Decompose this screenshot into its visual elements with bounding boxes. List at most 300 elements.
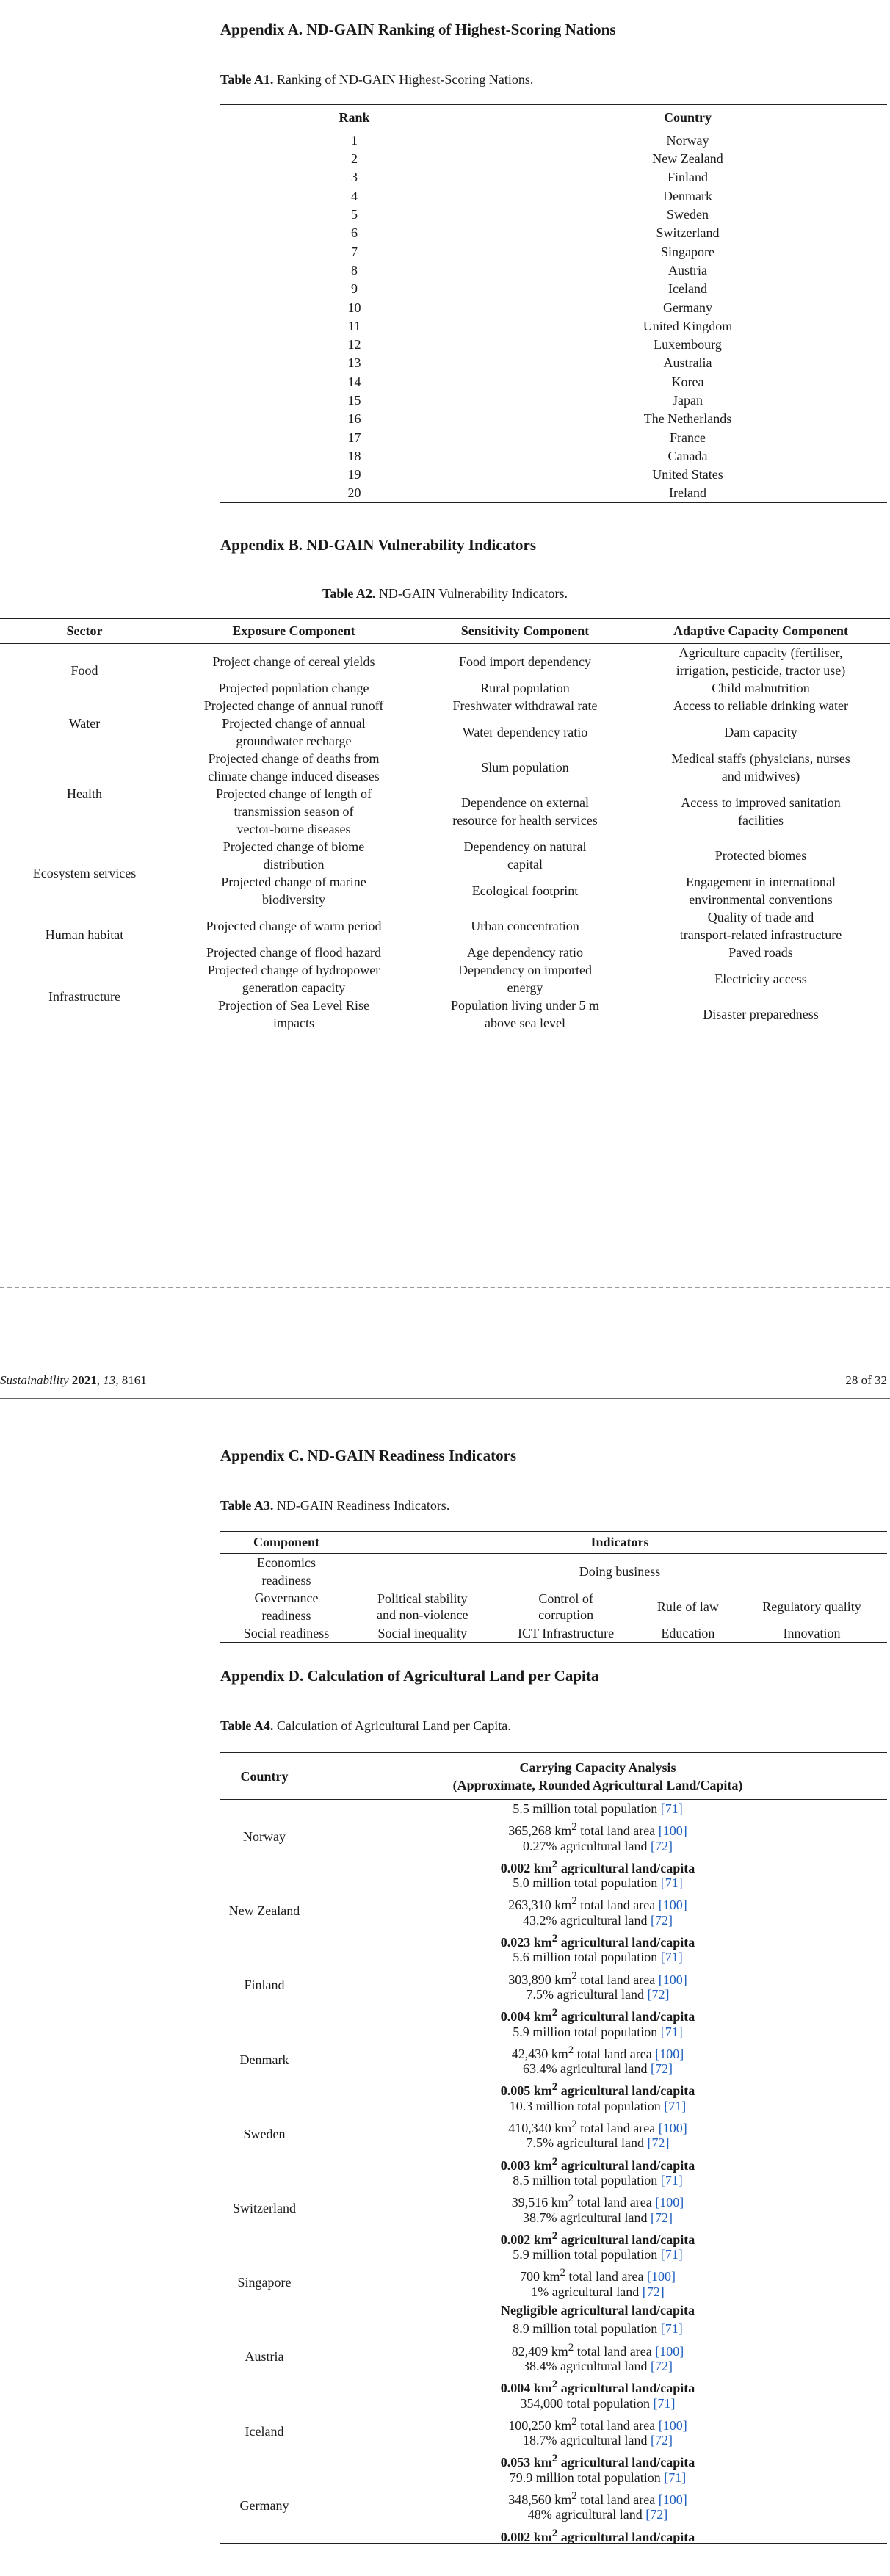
land-area-line [308,2264,887,2282]
column-header-line-2: (Approximate, Rounded Agricultural Land/Capita) [452,1777,743,1792]
cell-text-line: vector-borne diseases [236,822,351,836]
cell-text-line: Projected change of deaths from [208,751,380,766]
citation-link: [100] [655,2195,684,2210]
table-row [0,697,890,714]
result-value: 0.004 [500,2381,531,2396]
country-cell: France [670,430,706,445]
land-area-suffix: total land area [580,1897,656,1913]
citation-link: [100] [658,2417,687,2433]
land-area-value: 100,250 [508,2417,551,2433]
result-line [308,1856,887,1874]
land-area-line [308,1967,887,1986]
agricultural-text: 7.5% agricultural land [526,1986,644,2002]
superscript-2: 2 [571,1895,577,1908]
component-line: Social readiness [243,1626,330,1640]
citation-link: [71] [664,2098,687,2113]
table-row [220,484,887,503]
component-line: readiness [261,1573,311,1588]
unit-text: km [533,2083,552,2099]
result-value: 0.023 [500,1935,531,1950]
country-cell: Switzerland [656,225,720,241]
component-line: Governance [254,1591,319,1605]
country-cell: Sweden [667,207,709,222]
adaptive-capacity-cell [632,679,890,697]
land-area-suffix: total land area [576,2195,652,2210]
table-row [0,908,890,944]
cell-text-line: Child malnutrition [712,681,810,695]
agricultural-line [308,2283,887,2301]
table-row [220,2023,887,2097]
land-area-suffix: total land area [568,2269,644,2284]
result-suffix: agricultural land/capita [560,2009,695,2025]
superscript-2: 2 [551,2007,558,2019]
table-a3-label: Table A3. [220,1498,274,1513]
adaptive-capacity-cell [632,944,890,961]
unit-text: km [554,2417,572,2433]
result-line [308,2153,887,2171]
table-a1 [220,104,887,503]
indicator-text: Rule of law [656,1599,719,1614]
superscript-2: 2 [560,2267,566,2279]
country-cell: Canada [668,448,708,463]
agricultural-text: 7.5% agricultural land [526,2135,644,2151]
sector-cell: Human habitat [45,927,124,942]
component-cell [220,1589,352,1624]
superscript-2: 2 [568,2341,574,2354]
agricultural-line [308,1911,887,1930]
result-suffix: agricultural land/capita [560,2232,695,2247]
table-row [220,336,887,354]
result-suffix: agricultural land/capita [560,2455,695,2470]
citation-link: [71] [660,2321,683,2337]
citation-link: [100] [646,2269,676,2284]
country-cell: Norway [666,133,709,148]
agricultural-text: 18.7% agricultural land [523,2433,648,2448]
land-area-suffix: total land area [576,2343,652,2359]
cell-text-line: Dam capacity [724,725,797,739]
column-header-rank: Rank [220,105,488,131]
table-a1-caption-text: Ranking of ND-GAIN Highest-Scoring Nations. [276,72,534,87]
table-row [220,410,887,428]
citation-link: [71] [660,2172,683,2188]
agricultural-line [308,2431,887,2450]
country-cell: United States [652,467,723,482]
column-header-carrying-capacity [308,1753,887,1800]
cell-text-line: Water dependency ratio [462,725,588,739]
agricultural-text: 43.2% agricultural land [523,1912,648,1928]
land-area-value: 39,516 [511,2195,549,2210]
land-area-value: 82,409 [511,2343,549,2359]
unit-text: km [551,2195,568,2210]
indicator-text: Innovation [783,1626,841,1640]
result-line [308,2450,887,2468]
result-text: Negligible agricultural land/capita [501,2303,695,2318]
country-cell: Iceland [668,281,707,297]
table-row [220,2320,887,2394]
adaptive-capacity-cell [632,996,890,1032]
country-cell: Japan [673,393,703,408]
rank-cell: 7 [351,244,358,259]
table-a3-caption-text: ND-GAIN Readiness Indicators. [276,1498,450,1513]
citation-link: [72] [645,2507,668,2522]
population-text: 5.0 million total population [513,1875,658,1891]
land-area-value: 42,430 [511,2046,549,2061]
rank-cell: 13 [347,355,361,371]
population-text: 5.5 million total population [513,1801,658,1816]
unit-text: km [554,2121,572,2136]
land-area-line [308,2339,887,2357]
superscript-2: 2 [551,2155,558,2168]
exposure-cell [169,873,419,908]
exposure-cell [169,697,419,714]
appendix-a-heading: Appendix A. ND-GAIN Ranking of Highest-Scoring Nations [220,21,616,38]
country-cell: Singapore [661,244,714,259]
cell-text-line: Dependency on imported [458,963,592,977]
cell-text-line: Age dependency ratio [467,945,583,960]
cell-text-line: climate change induced diseases [208,769,380,784]
country-cell: Austria [245,2349,284,2365]
citation-link: [71] [660,2024,683,2039]
agricultural-line [308,1986,887,2004]
population-line [308,1948,887,1967]
appendix-d-heading: Appendix D. Calculation of Agricultural Land per Capita [220,1667,599,1685]
table-row [220,187,887,206]
carrying-capacity-cell [308,2023,887,2097]
cell-text-line: environmental conventions [689,892,833,907]
table-row [220,354,887,372]
table-a1-label: Table A1. [220,72,274,87]
rank-cell: 14 [347,374,361,389]
agricultural-text: 48% agricultural land [527,2507,643,2522]
column-header-sensitivity: Sensitivity Component [419,619,632,644]
table-a4-label: Table A4. [220,1718,274,1733]
journal-volume: 13 [103,1373,116,1387]
table-row [220,1874,887,1948]
country-cell: Germany [239,2497,289,2513]
rank-cell: 17 [347,430,361,445]
cell-text-line: Projected change of annual runoff [203,698,384,713]
journal-year: 2021 [71,1373,97,1387]
table-row [220,428,887,446]
indicator-cell [352,1589,493,1624]
rank-cell: 5 [351,207,358,222]
land-area-line [308,2487,887,2506]
citation-link: [72] [650,2210,673,2225]
superscript-2: 2 [571,1821,577,1834]
rank-cell: 8 [351,262,358,278]
indicator-text: Regulatory quality [762,1599,861,1614]
country-cell: United Kingdom [643,318,733,333]
table-a4-caption [220,1718,511,1734]
superscript-2: 2 [571,2119,577,2131]
table-row [220,447,887,466]
indicator-cell [493,1624,640,1643]
cell-text-line: Slum population [481,760,569,775]
table-row [220,317,887,336]
agricultural-line [308,2060,887,2078]
population-text: 8.5 million total population [513,2172,658,2188]
population-text: 5.6 million total population [513,1950,658,1965]
carrying-capacity-cell [308,2469,887,2544]
country-cell: New Zealand [652,151,723,167]
rank-cell: 4 [351,188,358,203]
land-area-value: 365,268 [508,1823,551,1839]
population-text: 5.9 million total population [513,2247,658,2262]
land-area-value: 263,310 [508,1897,551,1913]
sensitivity-cell [419,697,632,714]
unit-text: km [554,1972,572,1987]
land-area-suffix: total land area [580,2417,656,2433]
indicator-cell [737,1624,887,1643]
unit-text: km [533,2157,552,2173]
cell-text-line: biodiversity [262,892,325,907]
page-number: 28 of 32 [845,1373,887,1387]
cell-text-line: Projected change of biome [222,839,365,854]
cell-text-line: Projected change of annual [222,716,366,731]
column-header-exposure: Exposure Component [169,619,419,644]
result-suffix: agricultural land/capita [560,2529,695,2544]
cell-text-line: Project change of cereal yields [212,654,375,669]
exposure-cell [169,908,419,944]
indicator-cell: Doing business [579,1564,661,1579]
sector-cell: Infrastructure [48,989,120,1004]
cell-text-line: resource for health services [452,813,598,828]
result-value: 0.005 [500,2083,531,2099]
carrying-capacity-cell [308,1948,887,2025]
citation-link: [100] [658,2492,687,2507]
cell-text-line: facilities [738,813,784,828]
result-line [308,2078,887,2099]
table-row [220,373,887,391]
sensitivity-cell [419,961,632,996]
sector-cell: Health [67,786,102,801]
result-line [308,2004,887,2025]
table-a2-label: Table A2. [322,586,376,601]
unit-text: km [533,2381,552,2396]
table-a2-body [0,644,890,1032]
table-row [220,2097,887,2171]
adaptive-capacity-cell [632,644,890,680]
cell-text-line: Projection of Sea Level Rise [218,998,369,1013]
cell-text-line: Projected change of warm period [206,919,382,933]
citation-link: [100] [658,1897,687,1913]
component-line: Economics [257,1555,316,1570]
citation-link: [71] [660,1875,683,1891]
table-row [220,131,887,151]
sensitivity-cell [419,944,632,961]
table-row [220,1624,887,1643]
citation-link: [100] [658,2121,687,2136]
agricultural-line [308,2209,887,2227]
land-area-line [308,1892,887,1911]
result-value: 0.002 [500,2529,531,2544]
result-suffix: agricultural land/capita [560,1860,695,1875]
exposure-cell [169,944,419,961]
result-line [308,2227,887,2246]
cell-text-line: Freshwater withdrawal rate [452,698,598,713]
superscript-2: 2 [551,2453,558,2465]
table-row [220,298,887,316]
rank-cell: 6 [351,225,358,241]
land-area-suffix: total land area [580,2121,656,2136]
table-row [220,1589,887,1624]
land-area-value: 348,560 [508,2492,551,2507]
page-separator [0,1287,890,1288]
cell-text-line: Food import dependency [459,654,591,669]
adaptive-capacity-cell [632,873,890,908]
cell-text-line: transport-related infrastructure [679,927,842,942]
sensitivity-cell [419,644,632,680]
component-line: readiness [261,1608,311,1623]
table-row [0,961,890,996]
citation-link: [71] [660,1801,683,1816]
carrying-capacity-cell [308,2395,887,2469]
unit-text: km [533,2455,552,2470]
sensitivity-cell [419,873,632,908]
table-a3-caption [220,1498,449,1513]
unit-text: km [533,2529,552,2544]
carrying-capacity-cell [308,1874,887,1948]
population-line [308,2395,887,2413]
header-rule [0,1398,890,1399]
rank-cell: 18 [347,448,361,463]
superscript-2: 2 [568,2193,574,2205]
cell-text-line: above sea level [485,1016,565,1030]
table-row [220,280,887,298]
sensitivity-cell [419,838,632,873]
country-cell: Finland [667,170,708,185]
adaptive-capacity-cell [632,750,890,785]
result-suffix: agricultural land/capita [560,2157,695,2173]
cell-text-line: Projected population change [218,681,369,695]
land-area-line [308,2116,887,2134]
cell-text-line: capital [507,857,543,872]
country-cell: Luxembourg [654,337,722,352]
superscript-2: 2 [551,2527,558,2539]
running-header-citation: Sustainability 2021, 13, 8161 [0,1373,147,1387]
cell-text-line: generation capacity [242,980,346,995]
cell-text-line: Access to improved sanitation [681,795,841,810]
cell-text-line: Dependence on external [461,795,589,810]
table-row [220,261,887,280]
carrying-capacity-cell [308,2246,887,2320]
country-cell: New Zealand [228,1903,300,1919]
cell-text-line: Electricity access [714,972,807,986]
table-row [220,1948,887,2022]
exposure-cell [169,961,419,996]
adaptive-capacity-cell [632,697,890,714]
result-suffix: agricultural land/capita [560,2083,695,2099]
unit-text: km [554,1823,572,1839]
rank-cell: 11 [347,318,361,333]
sector-cell: Ecosystem services [32,866,137,880]
citation-link: [71] [664,2470,687,2485]
cell-text-line: Agriculture capacity (fertiliser, [679,645,843,660]
agricultural-line [308,2506,887,2524]
country-cell: Austria [668,262,707,278]
exposure-cell [169,644,419,680]
column-header-sector: Sector [0,619,169,644]
result-line [308,2376,887,2394]
table-row [220,466,887,484]
superscript-2: 2 [551,2081,558,2094]
column-header-country: Country [220,1753,308,1800]
country-cell: Switzerland [233,2201,296,2216]
column-header-component: Component [220,1532,352,1554]
exposure-cell [169,679,419,697]
country-cell: Norway [243,1829,286,1845]
land-area-line [308,2190,887,2208]
population-text: 10.3 million total population [509,2098,661,2113]
appendix-c-heading: Appendix C. ND-GAIN Readiness Indicators [220,1447,517,1464]
carrying-capacity-cell [308,2171,887,2246]
adaptive-capacity-cell [632,838,890,873]
table-a4-body [220,1800,887,2544]
cell-text-line: Rural population [480,681,570,695]
indicator-text: Social inequality [377,1626,468,1640]
sector-cell: Food [70,663,98,678]
exposure-cell [169,996,419,1032]
table-row [220,206,887,224]
citation-link: [100] [655,2343,684,2359]
cell-text-line: Projected change of flood hazard [206,945,381,960]
unit-text: km [551,2343,568,2359]
indicator-text: Control of corruption [538,1591,594,1622]
table-a2-caption-text: ND-GAIN Vulnerability Indicators. [378,586,568,601]
rank-cell: 1 [351,133,358,148]
population-line [308,2320,887,2338]
table-row [220,2395,887,2469]
rank-cell: 12 [347,337,361,352]
exposure-cell [169,838,419,873]
land-area-suffix: total land area [580,1823,656,1839]
table-row [220,168,887,187]
superscript-2: 2 [551,1858,558,1870]
land-area-suffix: total land area [576,2046,652,2061]
rank-cell: 19 [347,467,361,482]
carrying-capacity-cell [308,2097,887,2171]
table-a3 [220,1531,887,1643]
exposure-cell [169,785,419,838]
cell-text-line: Projected change of hydropower [207,963,380,977]
table-row [220,224,887,242]
population-line [308,2246,887,2264]
result-suffix: agricultural land/capita [560,1935,695,1950]
carrying-capacity-cell [308,1800,887,1875]
land-area-suffix: total land area [580,1972,656,1987]
superscript-2: 2 [568,2044,574,2056]
unit-text: km [533,1935,552,1950]
cell-text-line: Protected biomes [714,848,807,863]
indicator-text: Political stability and non-violence [377,1591,468,1622]
country-cell: Denmark [663,188,712,203]
rank-cell: 3 [351,170,358,185]
cell-text-line: groundwater recharge [236,734,352,748]
result-line [308,2301,887,2320]
population-line [308,1800,887,1818]
superscript-2: 2 [551,2229,558,2242]
cell-text-line: distribution [263,857,325,872]
indicator-cell [493,1589,640,1624]
unit-text: km [533,2009,552,2025]
population-text: 8.9 million total population [513,2321,658,2337]
table-row [220,391,887,410]
table-a3-body [220,1554,887,1643]
table-row [220,242,887,261]
citation-link: [72] [650,2061,673,2077]
sector-cell: Water [68,716,101,731]
indicator-cell [640,1624,737,1643]
